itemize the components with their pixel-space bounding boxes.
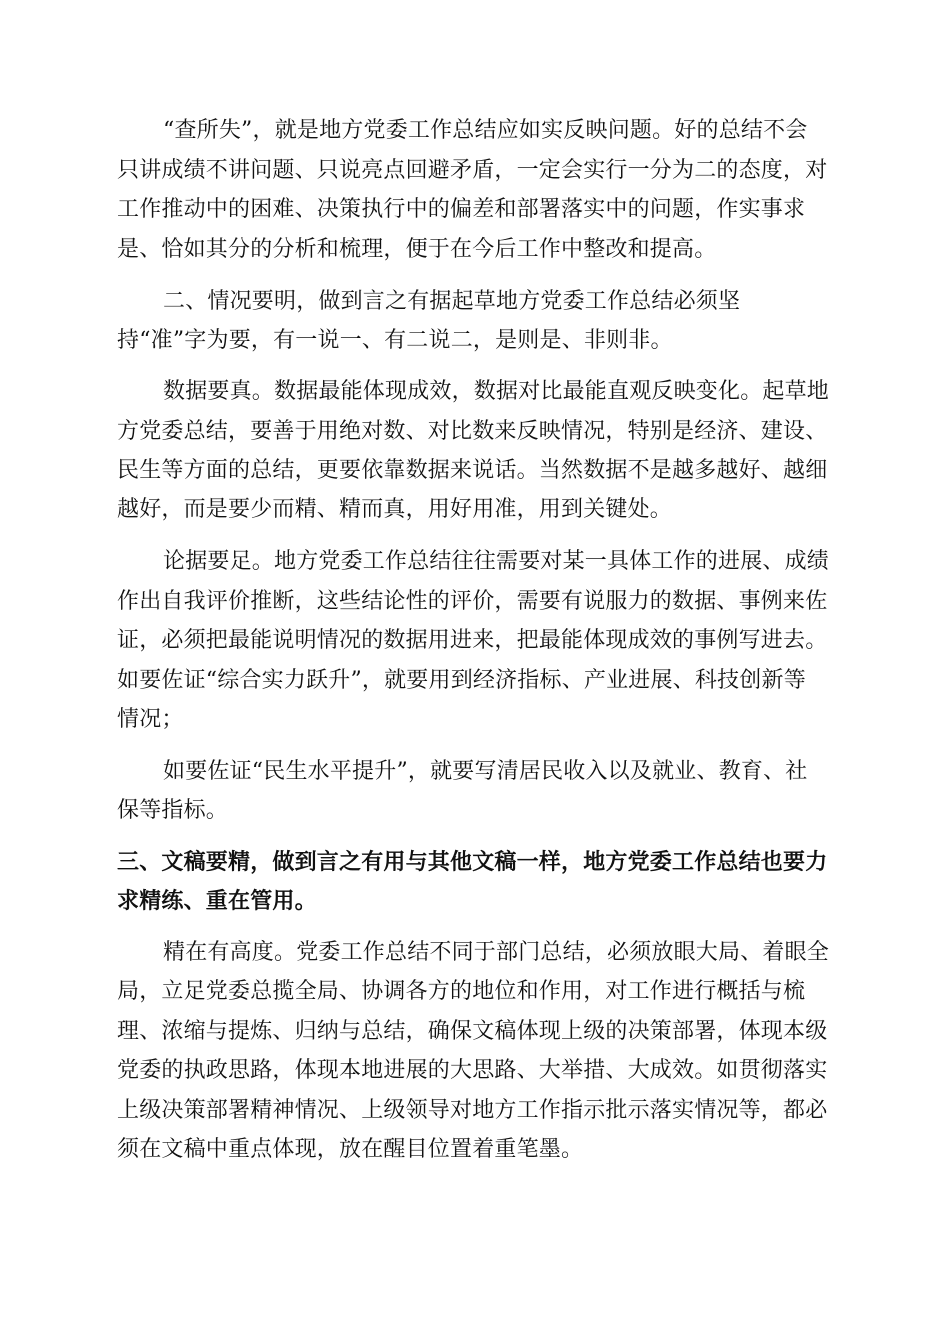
text-line: 越好，而是要少而精、精而真，用好用准，用到关键处。 (117, 497, 673, 522)
text-line: 理、浓缩与提炼、归纳与总结，确保文稿体现上级的决策部署，体现本级 (117, 1019, 828, 1044)
text-line: 工作推动中的困难、决策执行中的偏差和部署落实中的问题，作实事求 (117, 197, 806, 222)
text-line: 精在有高度。党委工作总结不同于部门总结，必须放眼大局、着眼全 (163, 940, 830, 965)
text-line: 数据要真。数据最能体现成效，数据对比最能直观反映变化。起草地 (163, 379, 830, 404)
text-line: 如要佐证“综合实力跃升”，就要用到经济指标、产业进展、科技创新等 (117, 668, 806, 693)
text-line: 只讲成绩不讲问题、只说亮点回避矛盾，一定会实行一分为二的态度，对 (117, 158, 828, 183)
text-line: 持“准”字为要，有一说一、有二说二，是则是、非则非。 (117, 328, 673, 353)
text-line: 党委的执政思路，体现本地进展的大思路、大举措、大成效。如贯彻落实 (117, 1058, 828, 1083)
text-line: 须在文稿中重点体现，放在醒目位置着重笔墨。 (117, 1137, 584, 1162)
text-line: 是、恰如其分的分析和梳理，便于在今后工作中整改和提高。 (117, 237, 717, 262)
text-line: “查所失”，就是地方党委工作总结应如实反映问题。好的总结不会 (163, 118, 808, 143)
text-line: 民生等方面的总结，更要依靠数据来说话。当然数据不是越多越好、越细 (117, 458, 828, 483)
text-line: 二、情况要明，做到言之有据起草地方党委工作总结必须坚 (163, 289, 741, 314)
section-heading-line: 求精练、重在管用。 (117, 888, 317, 914)
section-heading-line: 三、文稿要精，做到言之有用与其他文稿一样，地方党委工作总结也要力 (117, 849, 828, 875)
text-line: 证，必须把最能说明情况的数据用进来，把最能体现成效的事例写进去。 (117, 628, 828, 653)
text-line: 保等指标。 (117, 798, 229, 823)
text-line: 论据要足。地方党委工作总结往往需要对某一具体工作的进展、成绩 (163, 549, 830, 574)
text-line: 上级决策部署精神情况、上级领导对地方工作指示批示落实情况等，都必 (117, 1098, 828, 1123)
text-line: 如要佐证“民生水平提升”，就要写清居民收入以及就业、教育、社 (163, 759, 808, 784)
text-line: 情况； (117, 707, 184, 732)
text-line: 局，立足党委总揽全局、协调各方的地位和作用，对工作进行概括与梳 (117, 979, 806, 1004)
text-line: 方党委总结，要善于用绝对数、对比数来反映情况，特别是经济、建设、 (117, 419, 828, 444)
text-line: 作出自我评价推断，这些结论性的评价，需要有说服力的数据、事例来佐 (117, 589, 828, 614)
